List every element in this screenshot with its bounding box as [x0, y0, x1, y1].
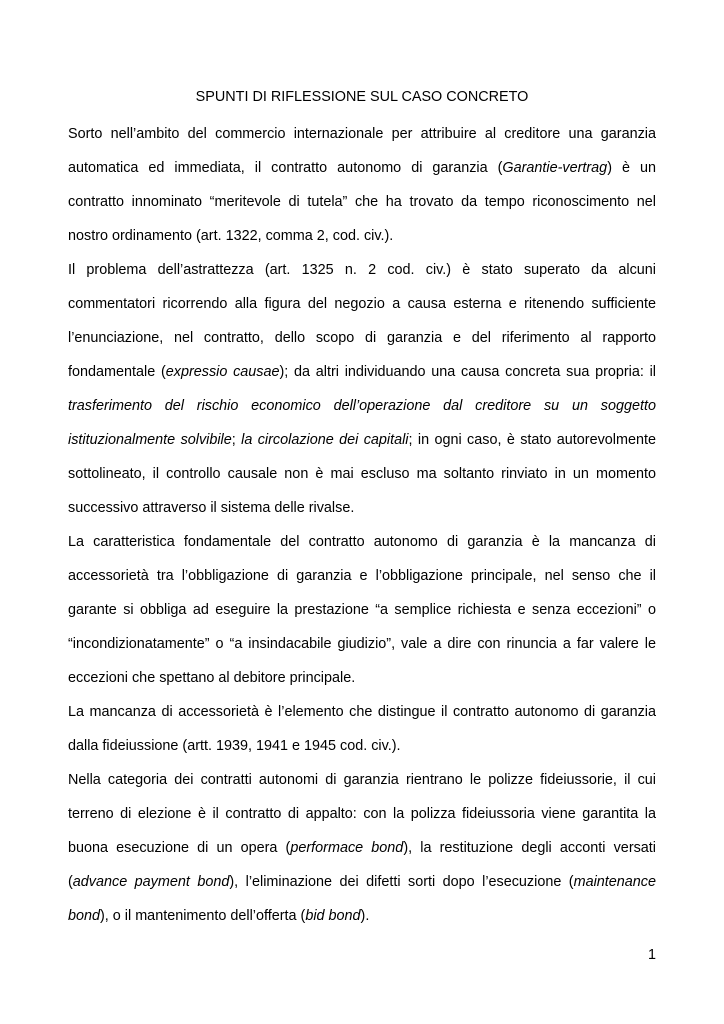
text-segment: ); da altri individuando una causa concreta sua propria: il — [279, 364, 657, 380]
italic-text: maintenance — [573, 874, 656, 890]
text-segment: garante si obbliga ad eseguire la prestazione “a semplice richiesta e senza eccezioni” o — [68, 602, 656, 618]
text-segment: terreno di elezione è il contratto di appalto: con la polizza fideiussoria viene garantita la — [68, 806, 656, 822]
text-segment: La mancanza di accessorietà è l’elemento che distingue il contratto autonomo di garanzia — [68, 704, 656, 720]
text-line — [68, 695, 656, 729]
italic-text: expressio causae — [165, 364, 280, 380]
text-line — [68, 729, 656, 763]
text-line — [68, 491, 656, 525]
italic-text: performace bond — [290, 840, 404, 856]
text-segment: ), l’eliminazione dei difetti sorti dopo l’esecuzione ( — [229, 874, 574, 890]
text-line — [68, 253, 656, 287]
text-line — [68, 457, 656, 491]
paragraph — [68, 117, 656, 253]
italic-text: bond — [68, 908, 101, 924]
italic-text: Garantie-vertrag — [502, 160, 608, 176]
text-segment: ; — [231, 432, 242, 448]
text-line — [68, 185, 656, 219]
text-line — [68, 219, 656, 253]
text-line — [68, 559, 656, 593]
text-segment: eccezioni che spettano al debitore principale. — [68, 670, 356, 686]
text-segment: contratto innominato “meritevole di tutela” che ha trovato da tempo riconoscimento nel — [68, 194, 656, 210]
text-line — [68, 423, 656, 457]
italic-text: advance payment bond — [72, 874, 230, 890]
text-segment: ; in ogni caso, è stato autorevolmente — [408, 432, 656, 448]
text-segment: buona esecuzione di un opera ( — [68, 840, 291, 856]
paragraph — [68, 525, 656, 695]
text-segment: l’enunciazione, nel contratto, dello scopo di garanzia e del riferimento al rapporto — [68, 330, 656, 346]
text-segment: sottolineato, il controllo causale non è mai escluso ma soltanto rinviato in un momento — [68, 466, 656, 482]
text-segment: fondamentale ( — [68, 364, 166, 380]
text-segment: ). — [360, 908, 370, 924]
text-line — [68, 797, 656, 831]
text-segment: ), la restituzione degli acconti versati — [403, 840, 657, 856]
text-segment: “incondizionatamente” o “a insindacabile giudizio”, vale a dire con rinuncia a far valere le — [68, 636, 656, 652]
text-line — [68, 117, 656, 151]
document-title: SPUNTI DI RIFLESSIONE SUL CASO CONCRETO — [195, 89, 529, 105]
text-segment: Il problema dell’astrattezza (art. 1325 n. 2 cod. civ.) è stato superato da alcuni — [68, 262, 656, 278]
paragraph — [68, 253, 656, 525]
page-number: 1 — [647, 947, 656, 963]
text-line — [68, 151, 656, 185]
text-line — [68, 525, 656, 559]
text-segment: dalla fideiussione (artt. 1939, 1941 e 1945 cod. civ.). — [68, 738, 401, 754]
text-line — [68, 287, 656, 321]
document-body — [68, 117, 656, 933]
text-segment: Sorto nell’ambito del commercio internazionale per attribuire al creditore una garanzia — [68, 126, 656, 142]
text-line — [68, 593, 656, 627]
text-line — [68, 865, 656, 899]
text-segment: commentatori ricorrendo alla figura del negozio a causa esterna e ritenendo sufficiente — [68, 296, 656, 312]
text-segment: nostro ordinamento (art. 1322, comma 2, cod. civ.). — [68, 228, 394, 244]
paragraph — [68, 695, 656, 763]
text-segment: ) è un — [607, 160, 656, 176]
text-line — [68, 627, 656, 661]
text-segment: La caratteristica fondamentale del contratto autonomo di garanzia è la mancanza di — [68, 534, 656, 550]
text-line — [68, 899, 656, 933]
text-segment: automatica ed immediata, il contratto autonomo di garanzia ( — [68, 160, 503, 176]
text-line — [68, 763, 656, 797]
text-segment: accessorietà tra l’obbligazione di garanzia e l’obbligazione principale, nel senso che il — [68, 568, 656, 584]
text-segment: ), o il mantenimento dell’offerta ( — [100, 908, 306, 924]
paragraph — [68, 763, 656, 933]
text-segment: Nella categoria dei contratti autonomi di garanzia rientrano le polizze fideiussorie, il cui — [68, 772, 656, 788]
text-line — [68, 389, 656, 423]
text-segment: successivo attraverso il sistema delle rivalse. — [68, 500, 355, 516]
text-line — [68, 831, 656, 865]
text-line — [68, 355, 656, 389]
italic-text: trasferimento del rischio economico dell’operazione dal creditore su un soggetto — [68, 398, 656, 414]
italic-text: bid bond — [305, 908, 361, 924]
text-segment: ( — [68, 874, 73, 890]
text-line — [68, 321, 656, 355]
text-line — [68, 661, 656, 695]
document-page — [68, 86, 656, 933]
italic-text: istituzionalmente solvibile — [68, 432, 232, 448]
italic-text: la circolazione dei capitali — [241, 432, 409, 448]
